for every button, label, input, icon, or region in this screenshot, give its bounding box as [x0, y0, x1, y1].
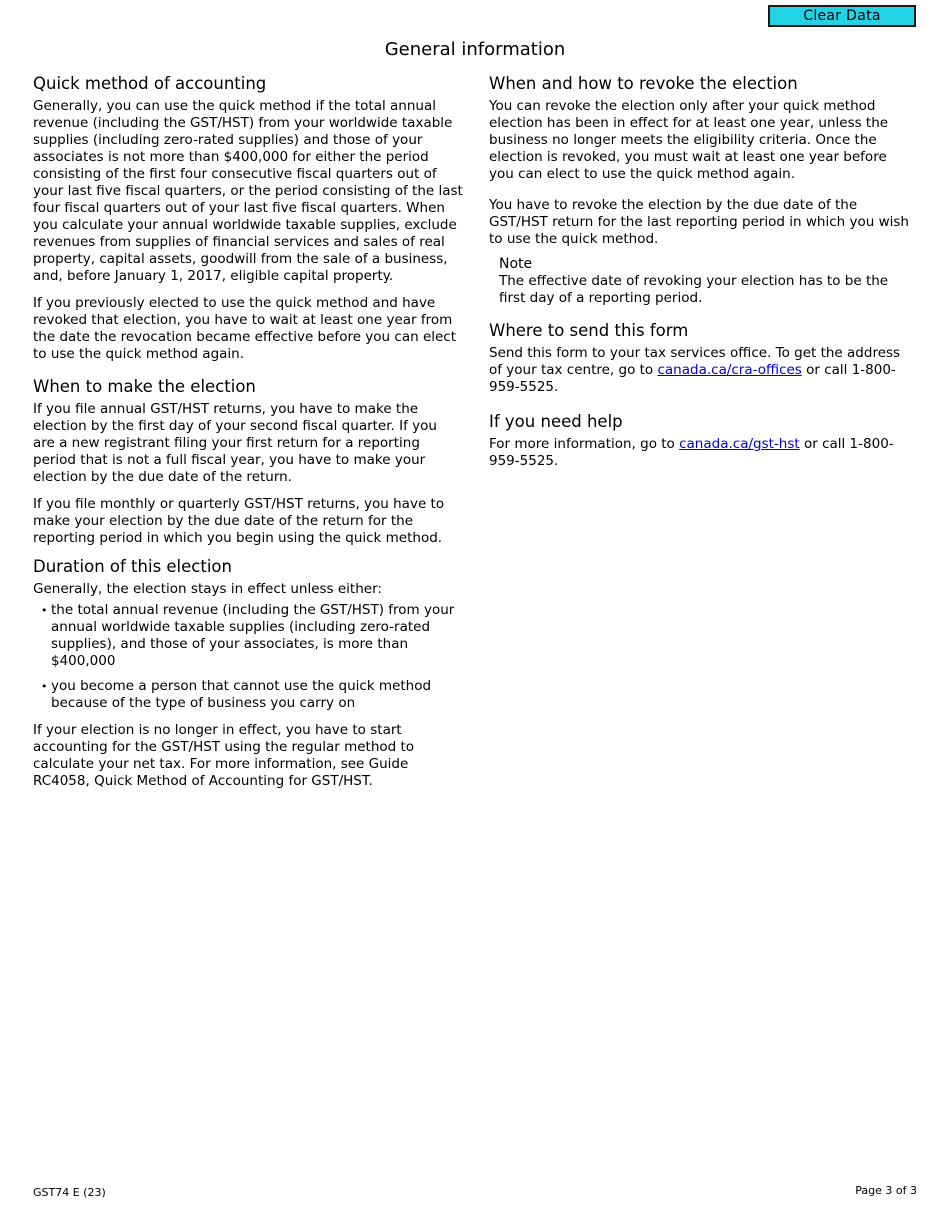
duration-section [33, 557, 463, 790]
quick-method-section [33, 74, 463, 363]
note-label: Note [499, 256, 533, 272]
when-election-paragraph-1: If you file annual GST/HST returns, you have to make the election by the first day of your second fiscal quarter. If you are a new registrant filing your first return for a reporting period that is not a full fiscal year, you have to make your election by the due date of the return. [33, 401, 437, 485]
duration-list [33, 602, 463, 712]
help-paragraph [489, 436, 914, 470]
send-paragraph [489, 345, 914, 396]
page-title: General information [384, 39, 566, 60]
gst-hst-link[interactable]: canada.ca/gst-hst [679, 436, 800, 452]
duration-intro: Generally, the election stays in effect unless either: [33, 581, 382, 597]
bullet-icon: • [41, 604, 48, 617]
list-item [41, 602, 463, 670]
revoke-section [489, 74, 914, 307]
note-text: The effective date of revoking your election has to be the first day of a reporting period. [499, 273, 889, 306]
send-heading: Where to send this form [489, 321, 689, 340]
quick-method-paragraph-2: If you previously elected to use the quick method and have revoked that election, you have to wait at least one year from the date the revocation became effective before you can elect to use the quick method again. [33, 295, 457, 362]
revoke-paragraph-1: You can revoke the election only after your quick method election has been in effect for at least one year, unless the business no longer meets the eligibility criteria. Once the election is revoked, you must wait at least one year before you can elect to use the quick method again. [489, 98, 889, 182]
left-column [33, 74, 463, 800]
when-election-section [33, 377, 463, 547]
quick-method-heading: Quick method of accounting [33, 74, 267, 93]
help-section [489, 412, 914, 470]
help-text-after: or call 1-800-959-5525. [489, 436, 894, 469]
duration-heading: Duration of this election [33, 557, 232, 576]
revoke-heading: When and how to revoke the election [489, 74, 798, 93]
when-election-paragraph-2: If you file monthly or quarterly GST/HST returns, you have to make your election by the due date of the return for the reporting period in which you begin using the quick method. [33, 496, 445, 546]
send-text-before: Send this form to your tax services office. To get the address of your tax centre, go to [489, 345, 901, 378]
clear-data-button[interactable]: Clear Data [768, 5, 916, 27]
help-heading: If you need help [489, 412, 623, 431]
form-id: GST74 E (23) [33, 1186, 106, 1199]
note-box [489, 256, 914, 307]
when-election-heading: When to make the election [33, 377, 256, 396]
list-item-text: you become a person that cannot use the quick method because of the type of business you carry on [51, 678, 432, 711]
duration-paragraph-end: If your election is no longer in effect, you have to start accounting for the GST/HST using the regular method to calculate your net tax. For more information, see Guide RC4058, Quick Method of Accounting for GST/HST. [33, 722, 415, 789]
send-text-after: or call 1-800-959-5525. [489, 362, 896, 395]
revoke-paragraph-2: You have to revoke the election by the due date of the GST/HST return for the last reporting period in which you wish to use the quick method. [489, 197, 909, 247]
right-column [489, 74, 914, 480]
bullet-icon: • [41, 680, 48, 693]
page-number: Page 3 of 3 [855, 1184, 917, 1197]
list-item [41, 678, 463, 712]
quick-method-paragraph-1: Generally, you can use the quick method if the total annual revenue (including the GST/HST) from your worldwide taxable supplies (including zero-rated supplies) and those of your associates is not more than $400,000 for either the period consisting of the first four consecutive fiscal quarters out of your last five fiscal quarters, or the period consisting of the last four fiscal quarters out of your last five fiscal quarters. When you calculate your annual worldwide taxable supplies, exclude revenues from supplies of financial services and sales of real property, capital assets, goodwill from the sale of a business, and, before January 1, 2017, eligible capital property. [33, 98, 463, 284]
send-section [489, 321, 914, 396]
list-item-text: the total annual revenue (including the GST/HST) from your annual worldwide taxable supplies (including zero-rated supplies), and those of your associates, is more than $400,000 [51, 602, 455, 669]
help-text-before: For more information, go to [489, 436, 680, 452]
cra-offices-link[interactable]: canada.ca/cra-offices [657, 362, 802, 378]
